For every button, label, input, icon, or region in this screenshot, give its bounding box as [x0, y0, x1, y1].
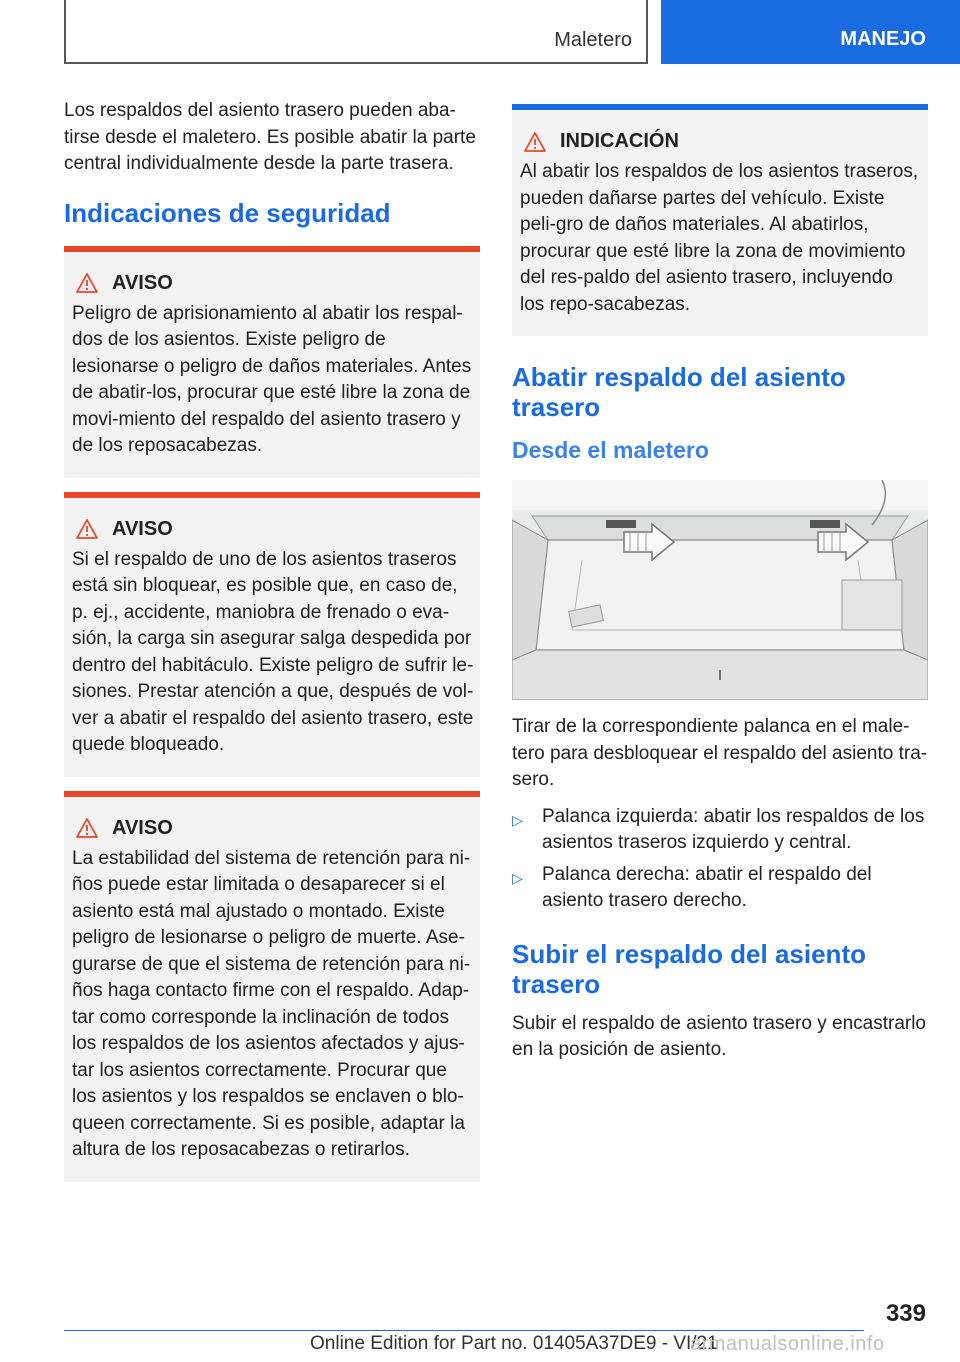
footer-divider — [64, 1330, 864, 1331]
from-trunk-subheading: Desde el maletero — [512, 437, 709, 463]
warning-label: AVISO — [112, 517, 173, 540]
triangle-right-icon: ▷ — [512, 869, 523, 886]
left-column — [64, 98, 480, 1182]
warning-text-2: Si el respaldo de uno de los asientos traseros está sin bloquear, es posible que, en caso de, p. ej., accidente, maniobra de frenado o eva-sión, la carga sin asegurar salga despedida por dentro del habitáculo. Existe peligro de sufrir le-siones. Prestar atención a que, después de vol-ver a abatir el respaldo del asiento trasero, este quede bloqueado. — [72, 548, 474, 755]
header-chapter-tab — [661, 0, 960, 64]
page-number: 339 — [885, 1300, 926, 1327]
warning-text-3: La estabilidad del sistema de retención para ni-ños puede estar limitada o desaparecer si el asiento está mal ajustado o montado. Existe peligro de lesionarse o peligro de muerte. Ase-gurarse de que el sistema de retención para ni-ños haga contacto firme con el respaldo. Adap-tar como corresponde la inclinación de todos los respaldos de los asientos afectados y ajus-tar los asientos correctamente. Procurar que los asientos y los respaldos se enclaven o blo-queen correctamente. Si es posible, adaptar la altura de los reposacabezas o retirarlos. — [72, 847, 471, 1160]
triangle-right-icon: ▷ — [512, 811, 523, 828]
footer-watermark-logo: armanualsonline.info — [690, 1333, 885, 1355]
warning-title-2 — [76, 518, 474, 541]
warning-title-1 — [76, 272, 474, 295]
warning-title-3 — [76, 817, 474, 840]
list-item — [512, 862, 928, 915]
lever-list — [512, 804, 928, 915]
warning-box-2 — [64, 492, 480, 777]
intro-paragraph: Los respaldos del asiento trasero pueden aba-tirse desde el maletero. Es posible abatir la parte central individualmente desde la parte trasera. — [64, 100, 476, 174]
warning-label: AVISO — [112, 816, 173, 839]
warning-triangle-icon — [76, 519, 98, 539]
list-item-text: Palanca izquierda: abatir los respaldos de los asientos traseros izquierdo y central. — [542, 805, 925, 853]
list-item — [512, 804, 928, 857]
header-chapter-label: MANEJO — [840, 28, 926, 50]
header-section-box — [64, 0, 648, 64]
note-text: Al abatir los respaldos de los asientos traseros, pueden dañarse partes del vehículo. Existe peli-gro de daños materiales. Al abatirlos, procurar que esté libre la zona de movimiento del res-paldo del asiento trasero, incluyendo los repo-sacabezas. — [520, 161, 919, 315]
note-box — [512, 104, 928, 336]
raise-backrest-heading: Subir el respaldo del asiento trasero — [512, 938, 866, 999]
trunk-illustration — [512, 480, 928, 700]
footer-edition: Online Edition for Part no. 01405A37DE9 - VI/21 — [310, 1333, 718, 1354]
right-column — [512, 104, 928, 1064]
warning-label: AVISO — [112, 271, 173, 294]
note-title — [524, 130, 922, 153]
fold-backrest-heading: Abatir respaldo del asiento trasero — [512, 362, 846, 422]
header-section-title: Maletero — [554, 29, 632, 51]
trunk-drawing — [512, 480, 928, 700]
warning-box-3 — [64, 791, 480, 1182]
list-item-text: Palanca derecha: abatir el respaldo del asiento trasero derecho. — [542, 863, 872, 911]
warning-box-1 — [64, 246, 480, 478]
note-label: INDICACIÓN — [560, 130, 679, 152]
safety-heading: Indicaciones de seguridad — [64, 197, 391, 228]
warning-text-1: Peligro de aprisionamiento al abatir los respal-dos de los asientos. Existe peligro de lesionarse o peligro de daños materiales. Antes de abatir-los, procurar que esté libre la zona de movi-miento del respaldo del asiento trasero y de los reposacabezas. — [72, 302, 472, 456]
figure-instruction: Tirar de la correspondiente palanca en el male-tero para desbloquear el respaldo del asiento tra-sero. — [512, 716, 928, 790]
warning-triangle-icon — [76, 273, 98, 293]
raise-backrest-text: Subir el respaldo de asiento trasero y encastrarlo en la posición de asiento. — [512, 1012, 927, 1060]
warning-triangle-icon — [524, 132, 546, 152]
warning-triangle-icon — [76, 818, 98, 838]
